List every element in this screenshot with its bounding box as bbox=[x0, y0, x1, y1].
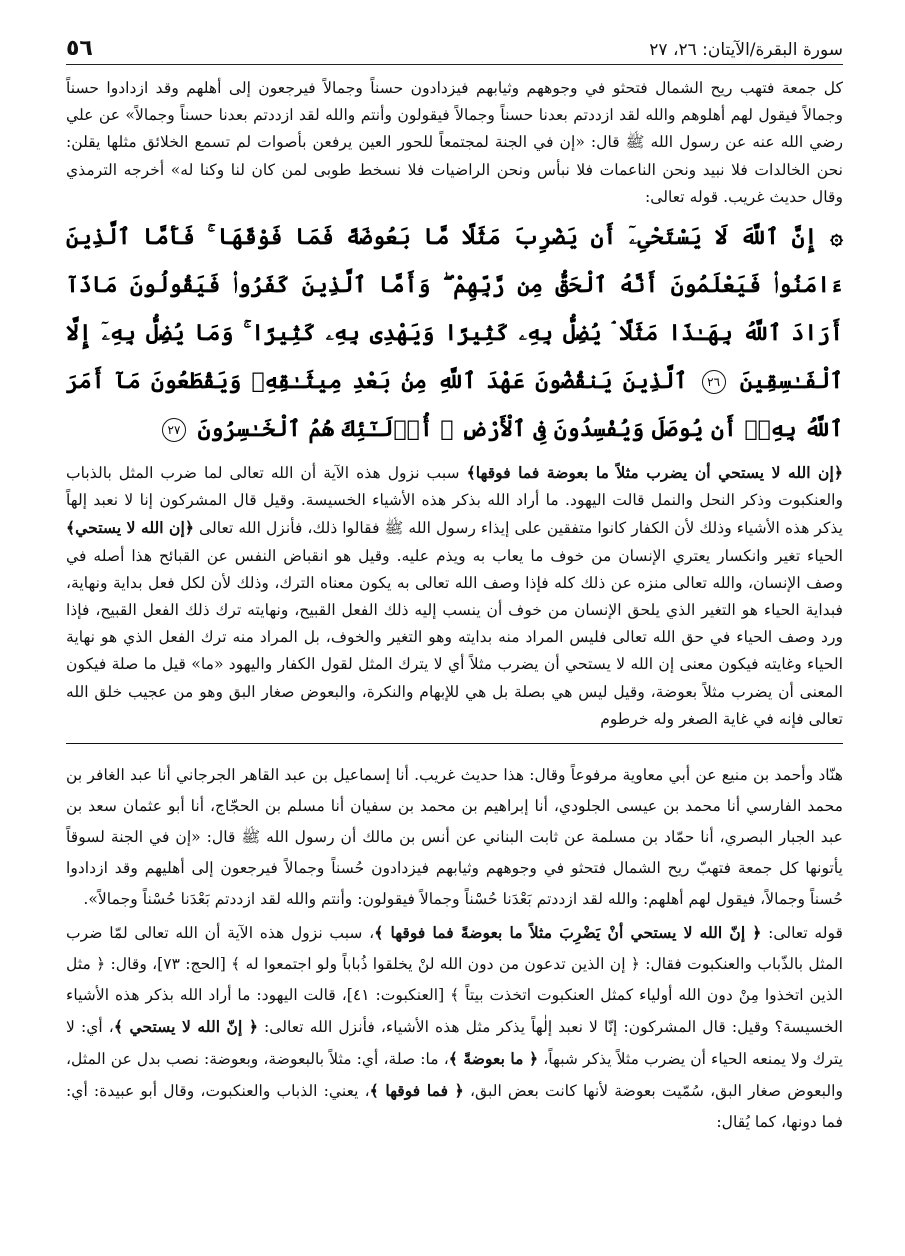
footnote-text-2: ، أي: لا يترك ولا يمنعه الحياء أن يضرب مثلاً يذكر شبهاً، bbox=[66, 1018, 844, 1069]
page-header bbox=[66, 30, 843, 65]
page-number: ٥٦ bbox=[66, 36, 93, 61]
verse-27-number: ٢٧ bbox=[162, 418, 186, 442]
commentary-phrase-2: ﴿إن الله لا يستحي﴾ bbox=[66, 518, 194, 538]
verse-26-text: ۞ إِنَّ ٱللَّهَ لَا يَسْتَحْىِۦٓ أَن يَضْرِبَ مَثَلًا مَّا بَعُوضَةً فَمَا فَوْقَهَا ۚ فَأَمَّا ٱلَّذِينَ ءَامَنُوا۟ فَيَعْلَمُونَ أَنَّهُ ٱلْحَقُّ مِن رَّبِّهِمْ ۖ وَأَمَّا ٱلَّذِينَ كَفَرُوا۟ فَيَقُولُونَ مَاذَآ أَرَادَ ٱللَّهُ بِهَـٰذَا مَثَلًا ۘ يُضِلُّ بِهِۦ كَثِيرًا وَيَهْدِى بِهِۦ كَثِيرًا ۚ وَمَا يُضِلُّ بِهِۦٓ إِلَّا ٱلْفَـٰسِقِينَ bbox=[66, 224, 843, 395]
footnote-text-3: ، ما: صلة، أي: مثلاً بالبعوضة، وبعوضة: نصب بدل عن المثل، والبعوض صغار البق، سُمّيت بعوضة لأنها كانت بعض البق، bbox=[66, 1050, 843, 1101]
footnote-paragraph-2 bbox=[66, 917, 843, 1138]
footnote-phrase-4: ﴿ فما فوقها ﴾ bbox=[369, 1081, 464, 1101]
footnote-paragraph-1: هنّاد وأحمد بن منيع عن أبي معاوية مرفوعاً وقال: هذا حديث غريب. أنا إسماعيل بن عبد القاهر الجرجاني أنا عبد الغافر بن محمد الفارسي أنا محمد بن عيسى الجلودي، أنا إبراهيم بن محمد بن سفيان أنا مسلم بن الحجّاج، أنا أبو عثمان سعد بن عبد الجبار البصري، أنا حمّاد بن مسلمة عن ثابت البناني عن أنس بن مالك أن رسول الله ﷺ قال: «إن في الجنة لسوقاً يأتونها كل جمعة فتهبّ ريح الشمال فتحثو في وجوههم وثيابهم فيزدادون حُسناً وجمالاً فيرجعون إلى أهليهم وقد ازدادوا حُسناً وجمالاً، فيقول لهم أهلهم: والله لقد ازددتم بَعْدَنا حُسْناً وجمالاً فيقولون: وأنتم والله لقد ازددتم بَعْدَنا حُسْناً وجمالاً». bbox=[66, 766, 843, 909]
footnote-divider bbox=[66, 743, 843, 744]
footnote-text-1: ، سبب نزول هذه الآية أن الله تعالى لمّا ضرب المثل بالذّباب والعنكبوت فقال: ﴿ إن الذين تدعون من دون الله لنْ يخلقوا ذُباباً ولو اجتمعوا له ﴾ [الحج: ٧٣]، وقال: ﴿ مثل الذين اتخذوا مِنْ دون الله أولياء كمثل العنكبوت اتخذت بيتاً ﴾ [العنكبوت: ٤١]، قالت اليهود: ما أراد الله بذكر هذه الأشياء الخسيسة؟ وقيل: قال المشركون: إنّا لا نعبد إلٰهاً يذكر مثل هذه الأشياء، فأنزل الله تعالى: bbox=[66, 924, 844, 1037]
footnote-lead: قوله تعالى: bbox=[761, 924, 844, 943]
footnote-phrase-1: ﴿ إنّ الله لا يستحي أنْ يَضْرِبَ مثلاً ما بعوضةً فما فوقها ﴾ bbox=[374, 923, 762, 943]
intro-paragraph: كل جمعة فتهب ريح الشمال فتحثو في وجوههم وثيابهم فيزدادون حسناً وجمالاً فيرجعون إلى أهلهم وقد ازدادوا حسناً وجمالاً فيقول لهم أهلوهم والله لقد ازددتم بعدنا حسناً وجمالاً فيقولون وأنتم والله لقد ازددتم بعدنا حسناً وجمالاً» عن علي رضي الله عنه عن رسول الله ﷺ قال: «إن في الجنة لمجتمعاً للحور العين يرفعن بأصوات لم تسمع الخلائق مثلها يقلن: نحن الخالدات فلا نبيد ونحن الناعمات فلا نبأس ونحن الراضيات فلا نسخط طوبى لمن كان لنا وكنا له» أخرجه الترمذي وقال حديث غريب. قوله تعالى: bbox=[66, 79, 843, 206]
verse-27-text: ٱلَّذِينَ يَنقُضُونَ عَهْدَ ٱللَّهِ مِنۢ بَعْدِ مِيثَـٰقِهِۦ وَيَقْطَعُونَ مَآ أَمَرَ ٱللَّهُ بِهِۦٓ أَن يُوصَلَ وَيُفْسِدُونَ فِى ٱلْأَرْضِ ۚ أُو۟لَـٰٓئِكَ هُمُ ٱلْخَـٰسِرُونَ bbox=[66, 368, 843, 443]
footnote-phrase-3: ﴿ ما بعوضةً ﴾ bbox=[448, 1049, 539, 1069]
commentary-text-1: سبب نزول هذه الآية أن الله تعالى لما ضرب المثل بالذباب والعنكبوت وذكر النحل والنمل قالت اليهود. ما أراد الله بذكر هذه الأشياء الخسيسة. وقيل قال المشركون إنا لا نعبد إلهاً يذكر هذه الأشياء وذلك لأن الكفار كانوا متفقين على إيذاء رسول الله ﷺ فقالوا ذلك، فأنزل الله تعالى bbox=[66, 464, 843, 538]
footnote-phrase-2: ﴿ إنّ الله لا يستحي ﴾ bbox=[113, 1017, 258, 1037]
commentary-phrase-1: ﴿إن الله لا يستحي أن يضرب مثلاً ما بعوضة فما فوقها﴾ bbox=[466, 463, 843, 483]
quran-verses bbox=[66, 213, 843, 453]
commentary-paragraph bbox=[66, 459, 843, 733]
footnote-text-4: ، يعني: الذباب والعنكبوت، وقال أبو عبيدة: أي: فما دونها، كما يُقال: bbox=[66, 1082, 843, 1132]
verse-26-number: ٢٦ bbox=[702, 370, 726, 394]
running-title: سورة البقرة/الآيتان: ٢٦، ٢٧ bbox=[649, 40, 843, 60]
commentary-text-2: الحياء تغير وانكسار يعتري الإنسان من خوف ما يعاب به ويذم عليه. وقيل هو انقباض النفس عن القبائح هذا أصله في وصف الإنسان، والله تعالى منزه عن ذلك كله فإذا وصف الله تعالى به يكون معناه الترك، وذلك لأن لكل فعل بداية ونهاية، فبداية الحياء هو التغير الذي يلحق الإنسان من خوف أن ينسب إليه ذلك الفعل القبيح، ونهايته ترك ذلك الفعل القبيح، فإذا ورد وصف الحياء في حق الله تعالى فليس المراد منه بدايته وهو التغير والخوف، بل المراد منه ترك الفعل الذي هو نهاية الحياء وغايته فيكون معنى إن الله لا يستحي أن يضرب مثلاً أي لا يترك المثل لقول الكفار واليهود «ما» قيل ما صلة فيكون المعنى أن يضرب مثلاً بعوضة، وقيل ليس هي بصلة بل هي للإبهام والنكرة، والبعوض صغار البق وهو من عجيب خلق الله تعالى فإنه في غاية الصغر وله خرطوم bbox=[66, 546, 843, 728]
